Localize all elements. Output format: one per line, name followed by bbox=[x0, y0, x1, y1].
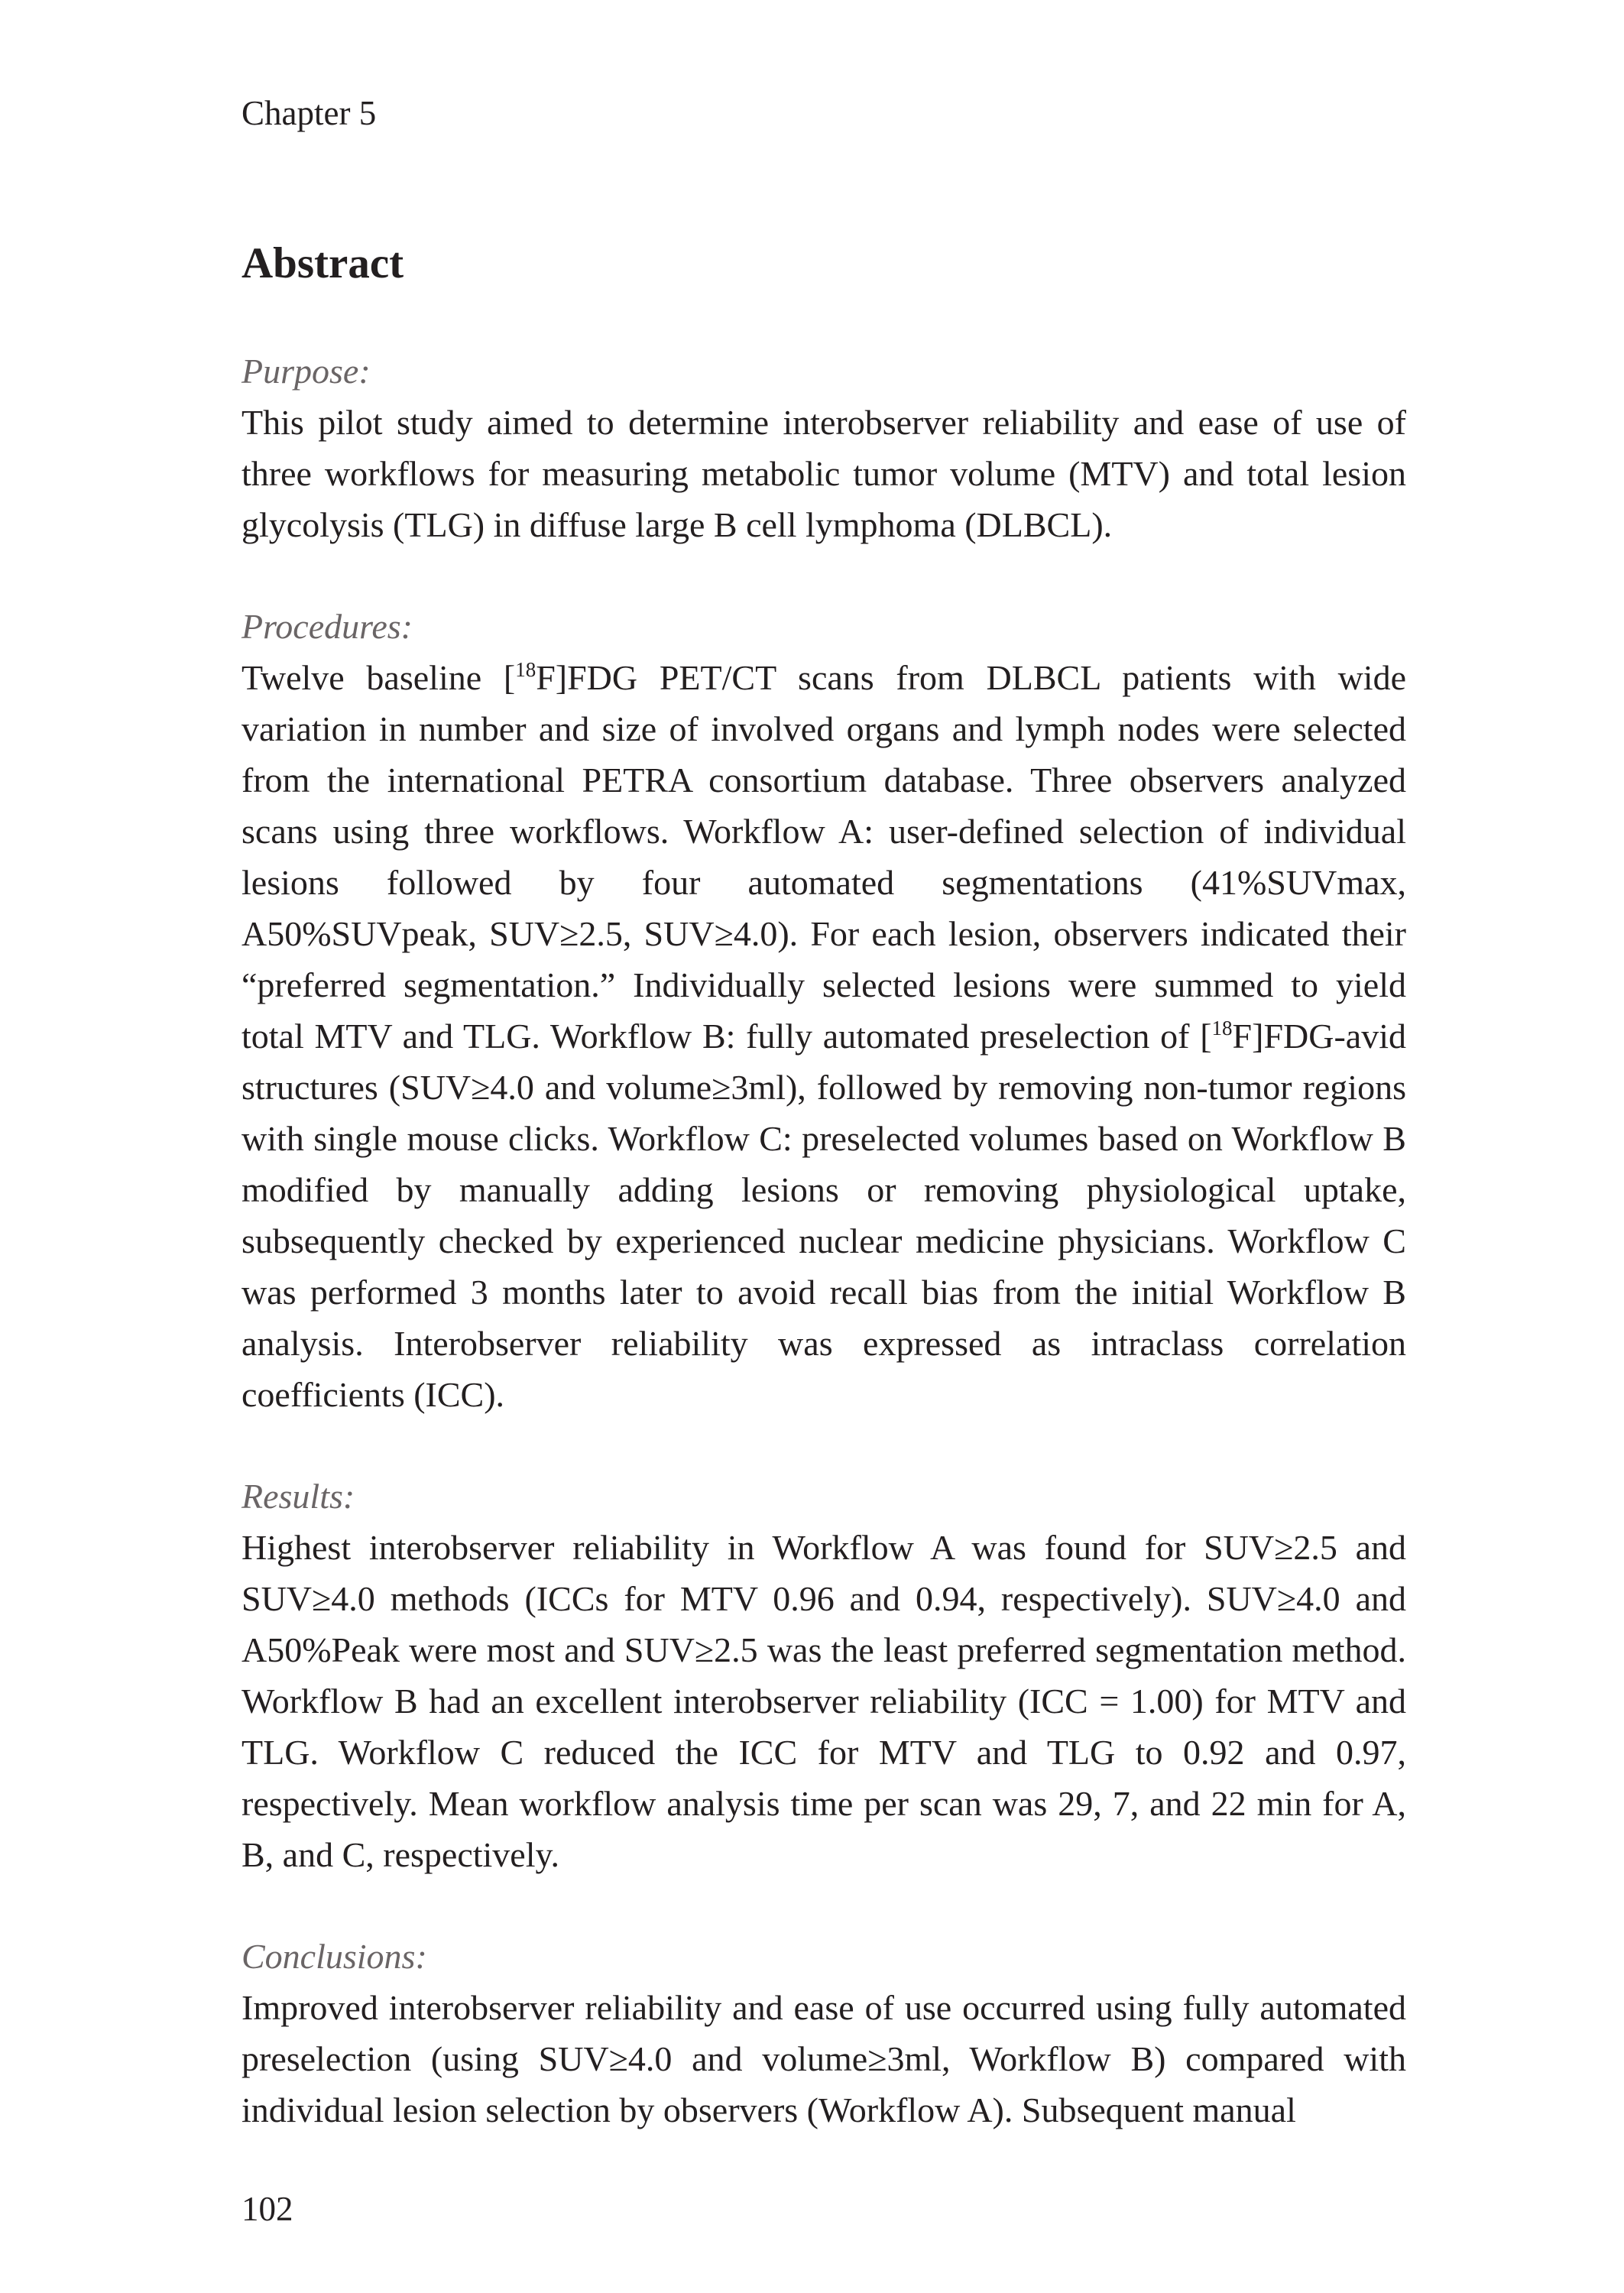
conclusions-title: Conclusions: bbox=[241, 1937, 427, 1976]
procedures-text bbox=[241, 652, 1406, 1420]
procedures-section bbox=[241, 601, 1406, 1420]
purpose-title: Purpose: bbox=[241, 352, 371, 391]
results-text: Highest interobserver reliability in Workflow A was found for SUV≥2.5 and SUV≥4.0 methods (ICCs for MTV 0.96 and 0.94, respectively). SUV≥4.0 and A50%Peak were most and SUV≥2.5 was the least preferred segmentation method. Workflow B had an excellent interobserver reliability (ICC = 1.00) for MTV and TLG. Workflow C reduced the ICC for MTV and TLG to 0.92 and 0.97, respectively. Mean workflow analysis time per scan was 29, 7, and 22 min for A, B, and C, respectively. bbox=[241, 1528, 1406, 1874]
results-section bbox=[241, 1471, 1406, 1880]
procedures-text-part-3: F]FDG-avid structures (SUV≥4.0 and volume≥3ml), followed by removing non-tumor regions with single mouse clicks. Workflow C: preselected volumes based on Workflow B modified by manually adding lesions or removing physiological uptake, subsequently checked by experienced nuclear medicine physicians. Workflow C was performed 3 months later to avoid recall bias from the initial Workflow B analysis. Interobserver reliability was expressed as intraclass correlation coefficients (ICC). bbox=[241, 1017, 1406, 1414]
abstract-content bbox=[241, 229, 1406, 2186]
results-title: Results: bbox=[241, 1477, 355, 1516]
procedures-title: Procedures: bbox=[241, 607, 413, 646]
running-header-chapter: Chapter 5 bbox=[241, 94, 377, 132]
conclusions-text: Improved interobserver reliability and ease of use occurred using fully automated preselection (using SUV≥4.0 and volume≥3ml, Workflow B) compared with individual lesion selection by observers (Workflow A). Subsequent manual bbox=[241, 1988, 1406, 2129]
purpose-text: This pilot study aimed to determine interobserver reliability and ease of use of three workflows for measuring metabolic tumor volume (MTV) and total lesion glycolysis (TLG) in diffuse large B cell lymphoma (DLBCL). bbox=[241, 403, 1406, 544]
procedures-text-part-2: F]FDG PET/CT scans from DLBCL patients with wide variation in number and size of involved organs and lymph nodes were selected from the international PETRA consortium database. Three observers analyzed scans using three workflows. Workflow A: user-defined selection of individual lesions followed by four automated segmentations (41%SUVmax, A50%SUVpeak, SUV≥2.5, SUV≥4.0). For each lesion, observers indicated their “preferred segmentation.” Individually selected lesions were summed to yield total MTV and TLG. Workflow B: fully automated preselection of [ bbox=[241, 658, 1406, 1056]
page-number: 102 bbox=[241, 2190, 293, 2228]
purpose-section bbox=[241, 345, 1406, 550]
abstract-heading: Abstract bbox=[241, 239, 404, 287]
procedures-superscript-2: 18 bbox=[1211, 1017, 1233, 1039]
procedures-text-part-1: Twelve baseline [ bbox=[241, 658, 516, 697]
conclusions-section bbox=[241, 1931, 1406, 2136]
procedures-superscript-1: 18 bbox=[515, 658, 536, 681]
